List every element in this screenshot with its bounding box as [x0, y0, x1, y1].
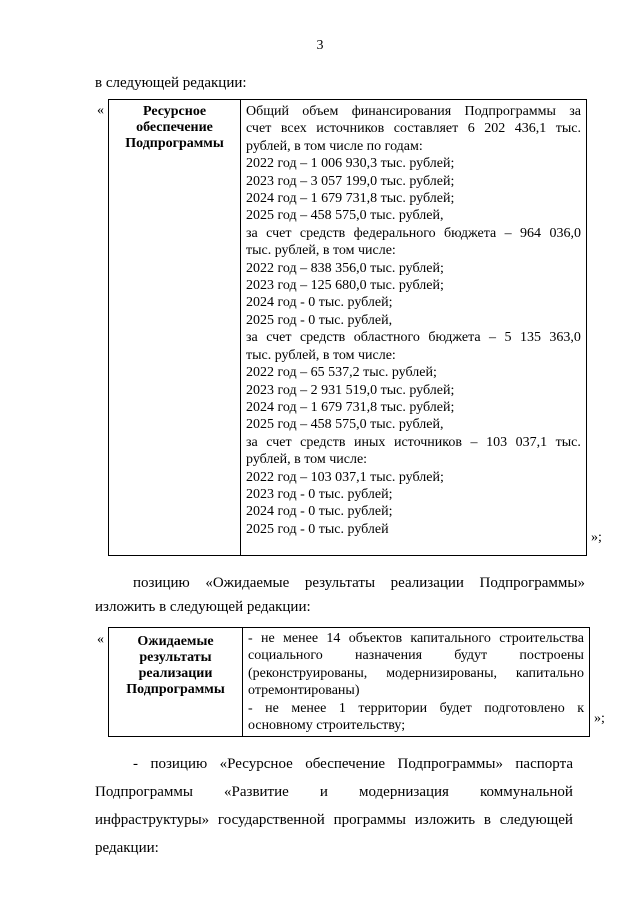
word: за [569, 104, 581, 119]
word: средств [299, 225, 346, 241]
word: государственной [217, 812, 325, 828]
table1-line: 2025 год - 0 тыс. рублей [246, 521, 389, 537]
word: изложить [414, 812, 476, 828]
table1-line: рублей, в том числе: [246, 452, 368, 468]
word: всех [280, 121, 307, 137]
resource-body-cell [241, 100, 587, 556]
word: паспорта [515, 756, 573, 772]
table2-label-line: реализации [138, 666, 213, 681]
word: средств [300, 434, 346, 450]
table2-line [248, 647, 584, 664]
table1-line: тыс. рублей, в том числе: [246, 243, 396, 259]
word: 436,1 [514, 121, 547, 137]
word: 363,0 [549, 330, 581, 346]
word: счет [266, 225, 292, 241]
paragraph-3-line-2-text [95, 784, 573, 801]
word: «Ресурсное [219, 756, 293, 772]
word: подготовлено [484, 700, 565, 716]
opening-quote-1: « [97, 103, 104, 118]
results-label-cell [109, 628, 243, 737]
word: коммунальной [480, 784, 573, 800]
word: - [248, 631, 253, 646]
table1-line: 2025 год – 458 575,0 тыс. рублей, [246, 417, 444, 433]
word: источников [393, 434, 462, 450]
table2-label-line: результаты [139, 650, 212, 665]
table1-line: 2025 год - 0 тыс. рублей, [246, 312, 393, 328]
paragraph-3-line-1-text [133, 756, 573, 773]
table2-label-line: Ожидаемые [137, 634, 214, 649]
table1-line: 2024 год - 0 тыс. рублей; [246, 504, 393, 520]
paragraph-3-line-2 [95, 784, 573, 801]
word: Подпрограммы [464, 104, 556, 119]
word: модернизированы, [386, 665, 498, 681]
resource-table [108, 99, 587, 556]
word: – [489, 330, 497, 346]
word: модернизация [358, 784, 449, 800]
word: - [133, 756, 138, 772]
paragraph-2-line-1-text [133, 575, 585, 592]
word: и [319, 784, 328, 800]
table1-line [246, 120, 581, 137]
word: 1 [338, 700, 346, 716]
table2-line [248, 665, 584, 682]
word: объем [302, 104, 339, 119]
table1-line: 2022 год – 1 006 930,3 тыс. рублей; [246, 156, 455, 172]
results-label [109, 628, 242, 698]
table1-line: 2022 год – 65 537,2 тыс. рублей; [246, 365, 437, 381]
table1-line: рублей, в том числе по годам: [246, 138, 423, 154]
table1-line [246, 434, 581, 451]
table1-line: 2024 год – 1 679 731,8 тыс. рублей; [246, 191, 455, 207]
intro-line: в следующей редакции: [95, 75, 247, 91]
resource-body [241, 100, 586, 538]
word: позицию [150, 756, 208, 772]
word: областного [353, 330, 420, 346]
paragraph-3-line-3 [95, 812, 573, 829]
results-body-cell [243, 628, 590, 737]
table1-line: 2023 год - 0 тыс. рублей; [246, 486, 393, 502]
table1-line [246, 329, 581, 346]
word: за [246, 434, 258, 450]
word: тыс. [555, 434, 581, 450]
table1-line: 2023 год – 2 931 519,0 тыс. рублей; [246, 382, 455, 398]
table1-line: 2023 год – 125 680,0 тыс. рублей; [246, 278, 444, 294]
table1-line: 2023 год – 3 057 199,0 тыс. рублей; [246, 173, 455, 189]
word: следующей [499, 812, 573, 828]
results-body [243, 628, 589, 734]
word: менее [291, 700, 327, 716]
table1-line: 2024 год - 0 тыс. рублей; [246, 295, 393, 311]
word: федерального [353, 225, 436, 241]
word: тыс. [555, 121, 581, 137]
word: позицию [133, 575, 190, 591]
word: счет [246, 121, 272, 137]
table1-line [246, 103, 581, 120]
word: 5 [504, 330, 512, 346]
word: построены [519, 648, 584, 664]
word: бюджета [444, 225, 497, 241]
word: 037,1 [515, 434, 548, 450]
paragraph-2-line-1 [133, 575, 585, 592]
opening-quote-2: « [97, 632, 104, 647]
word: инфраструктуры» [95, 812, 210, 828]
word: 14 [326, 631, 341, 646]
paragraph-3-line-3-text [95, 812, 573, 829]
word: капитально [515, 665, 584, 681]
table1-line: 2022 год – 103 037,1 тыс. рублей; [246, 469, 444, 485]
word: бюджета [428, 330, 481, 346]
word: иных [354, 434, 386, 450]
word: - [248, 700, 253, 716]
word: 964 [520, 225, 542, 241]
closing-quote-2: »; [594, 711, 605, 726]
table2-label-line: Подпрограммы [126, 682, 225, 697]
word: 036,0 [549, 225, 581, 241]
word: 6 [467, 121, 475, 137]
word: программы [333, 812, 406, 828]
word: обеспечение [305, 756, 386, 772]
word: – [470, 434, 478, 450]
word: «Ожидаемые [205, 575, 290, 591]
paragraph-3-line-1 [133, 756, 573, 773]
word: за [246, 330, 258, 346]
word: Подпрограммы» [479, 575, 585, 591]
word: капитального [410, 631, 491, 646]
word: 135 [519, 330, 541, 346]
word: счет [266, 330, 292, 346]
word: назначения [354, 648, 423, 664]
word: не [261, 631, 275, 646]
word: за [246, 225, 258, 241]
word: реализации [390, 575, 464, 591]
table2-line [248, 630, 584, 647]
paragraph-3-line-4: редакции: [95, 840, 159, 856]
table1-line [246, 225, 581, 242]
word: объектов [348, 631, 403, 646]
closing-quote-1: »; [591, 530, 602, 545]
table1-label-line: Подпрограммы [125, 136, 224, 151]
table1-label-line: обеспечение [136, 120, 213, 135]
resource-label [109, 100, 240, 152]
word: строительства [499, 631, 584, 646]
word: менее [283, 631, 319, 646]
table2-line: основному строительству; [248, 718, 406, 734]
word: социального [248, 648, 323, 664]
paragraph-2-line-2: изложить в следующей редакции: [95, 599, 311, 615]
word: не [265, 700, 279, 716]
table1-line: тыс. рублей, в том числе: [246, 347, 396, 363]
word: финансирования [351, 104, 452, 119]
table2-line [248, 700, 584, 717]
resource-label-cell [109, 100, 241, 556]
word: к [577, 700, 584, 716]
word: средств [299, 330, 346, 346]
word: будет [439, 700, 472, 716]
word: Подпрограммы [95, 784, 193, 800]
word: 103 [486, 434, 508, 450]
word: 202 [484, 121, 506, 137]
word: составляет [393, 121, 459, 137]
page-number: 3 [316, 38, 324, 53]
word: Подпрограммы» [397, 756, 503, 772]
word: счет [266, 434, 292, 450]
word: (реконструированы, [248, 665, 368, 681]
table2-line: отремонтированы) [248, 683, 360, 699]
word: «Развитие [224, 784, 289, 800]
word: будут [454, 648, 488, 664]
word: источников [316, 121, 385, 137]
word: – [504, 225, 512, 241]
table1-line: 2022 год – 838 356,0 тыс. рублей; [246, 260, 444, 276]
word: в [483, 812, 491, 828]
word: результаты [304, 575, 376, 591]
results-table [108, 627, 590, 737]
word: территории [358, 700, 428, 716]
table1-label-line: Ресурсное [142, 104, 207, 119]
word: Общий [246, 104, 289, 119]
table1-line: 2025 год – 458 575,0 тыс. рублей, [246, 208, 444, 224]
table1-line: 2024 год – 1 679 731,8 тыс. рублей; [246, 399, 455, 415]
